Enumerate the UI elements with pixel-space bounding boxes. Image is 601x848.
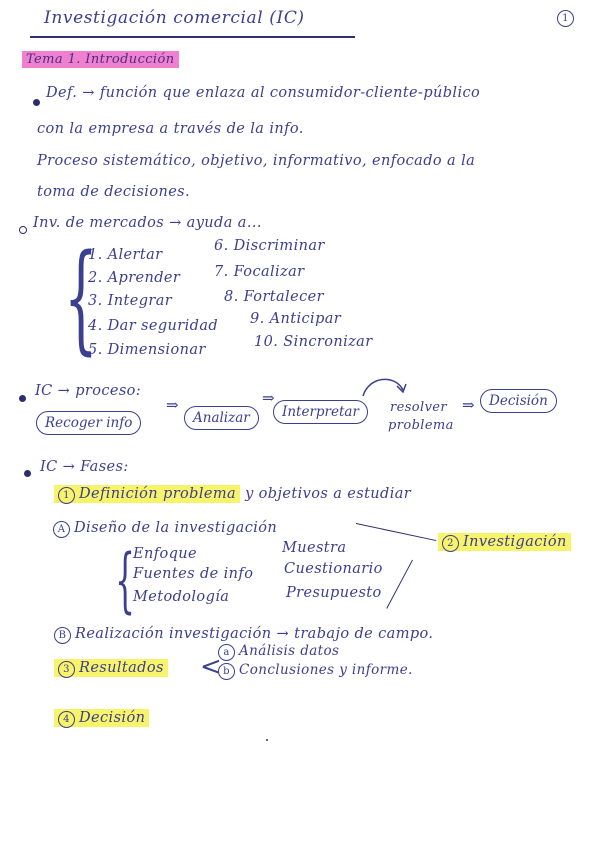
bullet-fases bbox=[24, 470, 31, 477]
fase-1-highlight: 1 Definición problema bbox=[54, 485, 240, 503]
fase-a-right-2: Cuestionario bbox=[284, 561, 383, 577]
inv-right-4: 9. Anticipar bbox=[250, 311, 342, 327]
proceso-step-analizar: Analizar bbox=[184, 406, 259, 430]
fase-b: B Realización investigación → trabajo de campo. bbox=[54, 626, 433, 644]
def-line-3: Proceso sistemático, objetivo, informativo, enfocado a la bbox=[37, 153, 476, 169]
proceso-note-2: problema bbox=[388, 418, 454, 433]
def-line-2: con la empresa a través de la info. bbox=[37, 121, 304, 137]
fase-a-left-3: Metodología bbox=[133, 589, 230, 605]
arrow-1: ⇒ bbox=[166, 396, 179, 414]
connector-2-b bbox=[386, 560, 413, 609]
page-title: Investigación comercial (IC) bbox=[44, 8, 305, 28]
fase-a-brace: { bbox=[115, 539, 136, 621]
proceso-note-1: resolver bbox=[390, 400, 448, 415]
inv-left-1: 1. Alertar bbox=[88, 247, 163, 263]
fases-heading: IC → Fases: bbox=[40, 459, 129, 475]
inv-heading: Inv. de mercados → ayuda a... bbox=[33, 215, 262, 231]
inv-brace: { bbox=[64, 228, 98, 366]
bullet-def bbox=[33, 99, 40, 106]
fase-1-rest: y objetivos a estudiar bbox=[245, 486, 412, 502]
page-number: 1 bbox=[557, 9, 578, 27]
fase-a-right-3: Presupuesto bbox=[286, 585, 382, 601]
fase-4-highlight: 4 Decisión bbox=[54, 709, 149, 727]
arrow-curve bbox=[355, 372, 415, 402]
fase-a-left-1: Enfoque bbox=[133, 546, 198, 562]
proceso-heading: IC → proceso: bbox=[35, 383, 142, 399]
inv-left-3: 3. Integrar bbox=[88, 293, 173, 309]
inv-left-2: 2. Aprender bbox=[88, 270, 181, 286]
arrow-3: ⇒ bbox=[462, 396, 475, 414]
fase-3-sub-b: b Conclusiones y informe. bbox=[218, 662, 413, 680]
inv-right-1: 6. Discriminar bbox=[214, 238, 325, 254]
inv-left-5: 5. Dimensionar bbox=[88, 342, 206, 358]
fase-3-highlight: 3 Resultados bbox=[54, 659, 168, 677]
fase-4 bbox=[54, 710, 149, 728]
fase-a: A Diseño de la investigación bbox=[53, 520, 277, 538]
topic-label: Tema 1. Introducción bbox=[22, 51, 179, 68]
fase-3 bbox=[54, 660, 168, 678]
proceso-step-recoger: Recoger info bbox=[36, 411, 141, 435]
bullet-inv bbox=[19, 226, 27, 234]
inv-left-4: 4. Dar seguridad bbox=[88, 318, 219, 334]
proceso-step-interpretar: Interpretar bbox=[273, 400, 368, 424]
fase-3-bracket: < bbox=[200, 652, 223, 682]
stray-dot bbox=[266, 739, 268, 741]
fase-2-highlight: 2 Investigación bbox=[438, 533, 571, 551]
inv-right-5: 10. Sincronizar bbox=[254, 334, 373, 350]
arrow-2: ⇒ bbox=[262, 389, 275, 407]
fase-1 bbox=[54, 486, 411, 504]
title-underline bbox=[30, 36, 355, 38]
inv-right-3: 8. Fortalecer bbox=[224, 289, 324, 305]
inv-right-2: 7. Focalizar bbox=[214, 264, 305, 280]
fase-a-left-2: Fuentes de info bbox=[133, 566, 254, 582]
fase-3-sub-a: a Análisis datos bbox=[218, 643, 339, 661]
proceso-step-decision: Decisión bbox=[480, 389, 557, 413]
connector-a-2 bbox=[356, 523, 436, 541]
bullet-proceso bbox=[19, 395, 26, 402]
def-line-4: toma de decisiones. bbox=[37, 184, 191, 200]
fase-2 bbox=[438, 534, 571, 552]
fase-a-right-1: Muestra bbox=[282, 540, 347, 556]
def-line-1: Def. → función que enlaza al consumidor-cliente-público bbox=[46, 85, 481, 101]
